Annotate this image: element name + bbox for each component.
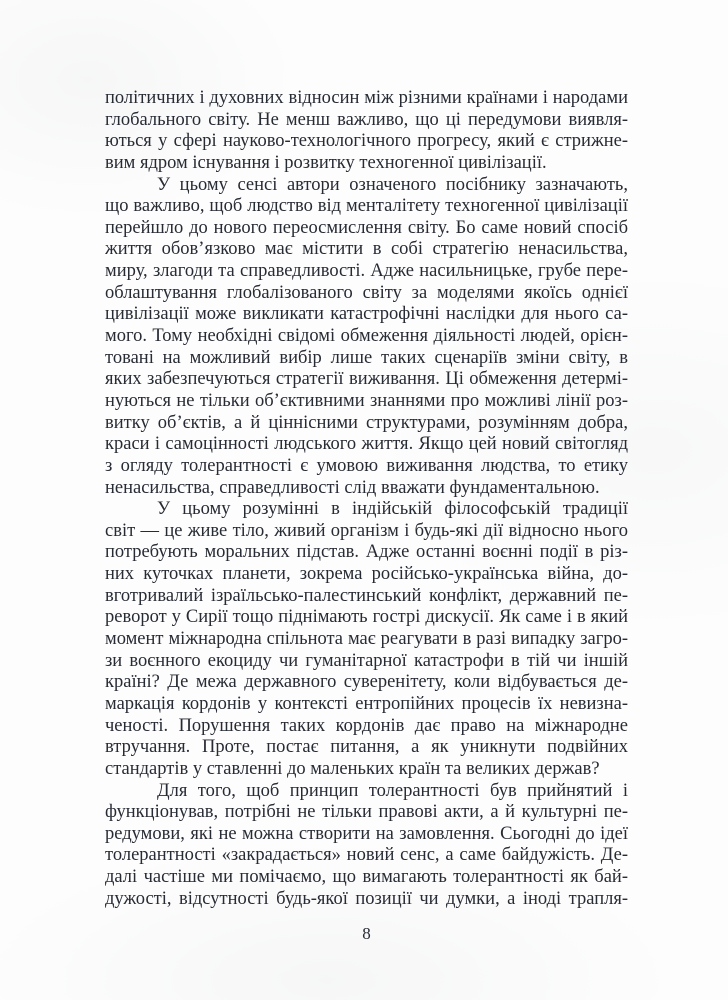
- text-line: краси і самоцінності людського життя. Якщо цей новий світогляд: [105, 434, 628, 455]
- text-line: витку об’єктів, а й ціннісними структурами, розумінням добра,: [105, 412, 628, 433]
- text-line: що важливо, щоб людство від менталітету техногенної цивілізації: [105, 196, 628, 217]
- text-block: [105, 88, 628, 910]
- text-line: яких забезпечуються стратегії виживання. Ці обмеження детермі-: [105, 369, 628, 390]
- text-line: нуються не тільки об’єктивними знаннями про можливі лінії роз-: [105, 390, 628, 411]
- text-line: толерантності «закрадається» новий сенс, а саме байдужість. Де-: [105, 845, 628, 866]
- text-line: них куточках планети, зокрема російсько-українська війна, до-: [105, 564, 628, 585]
- text-line: життя обов’язково має містити в собі стратегію ненасильства,: [105, 239, 628, 260]
- text-line: далі частіше ми помічаємо, що вимагають толерантності як бай-: [105, 867, 628, 888]
- text-line: функціонував, потрібні не тільки правові акти, а й культурні пе-: [105, 802, 628, 823]
- text-line: перейшло до нового переосмислення світу. Бо саме новий спосіб: [105, 217, 628, 238]
- text-line: реворот у Сирії тощо піднімають гострі дискусії. Як саме і в який: [105, 607, 628, 628]
- text-line: У цьому розумінні в індійській філософській традиції: [157, 499, 628, 520]
- text-line: втручання. Проте, постає питання, а як уникнути подвійних: [105, 737, 628, 758]
- text-line: з огляду толерантності є умовою виживання людства, то етику: [105, 455, 628, 476]
- text-line: облаштування глобалізованого світу за моделями якоїсь однієї: [105, 282, 628, 303]
- text-line: дужості, відсутності будь-якої позиції чи думки, а іноді трапля-: [105, 888, 628, 909]
- text-line: потребують моральних підстав. Адже останні воєнні події в різ-: [105, 542, 628, 563]
- text-line: країні? Де межа державного суверенітету, коли відбувається де-: [105, 672, 628, 693]
- text-line: цивілізації може викликати катастрофічні наслідки для нього са-: [105, 304, 628, 325]
- text-line: момент міжнародна спільнота має реагувати в разі випадку загро-: [105, 629, 628, 650]
- text-line: вготривалий ізраїльсько-палестинський конфлікт, державний пе-: [105, 585, 628, 606]
- text-line: миру, злагоди та справедливості. Адже насильницьке, грубе пере-: [105, 261, 628, 282]
- text-line: мого. Тому необхідні свідомі обмеження діяльності людей, орієн-: [105, 326, 628, 347]
- text-line: ненасильства, справедливості слід вважати фундаментальною.: [105, 477, 600, 498]
- text-line: ються у сфері науково-технологічного прогресу, який є стрижне-: [105, 131, 628, 152]
- text-line: стандартів у ставленні до маленьких країн та великих держав?: [105, 758, 600, 779]
- text-line: маркація кордонів у контексті ентропійних процесів їх невизна-: [105, 693, 628, 714]
- text-line: зи воєнного екоциду чи гуманітарної катастрофи в тій чи іншій: [105, 650, 628, 671]
- text-line: Для того, щоб принцип толерантності був прийнятий і: [157, 780, 628, 801]
- text-line: політичних і духовних відносин між різними країнами і народами: [105, 88, 628, 108]
- text-line: товані на можливий вибір лише таких сценаріїв зміни світу, в: [105, 347, 628, 368]
- text-line: вим ядром існування і розвитку техногенної цивілізації.: [105, 152, 547, 173]
- page-number: 8: [362, 924, 371, 943]
- text-line: глобального світу. Не менш важливо, що ці передумови виявля-: [105, 109, 628, 130]
- text-line: світ — це живе тіло, живий організм і будь-які дії відносно нього: [105, 520, 628, 541]
- text-line: У цьому сенсі автори означеного посібнику зазначають,: [157, 174, 628, 195]
- text-line: редумови, які не можна створити на замовлення. Сьогодні до ідеї: [105, 823, 628, 844]
- text-line: ченості. Порушення таких кордонів дає право на міжнародне: [105, 715, 628, 736]
